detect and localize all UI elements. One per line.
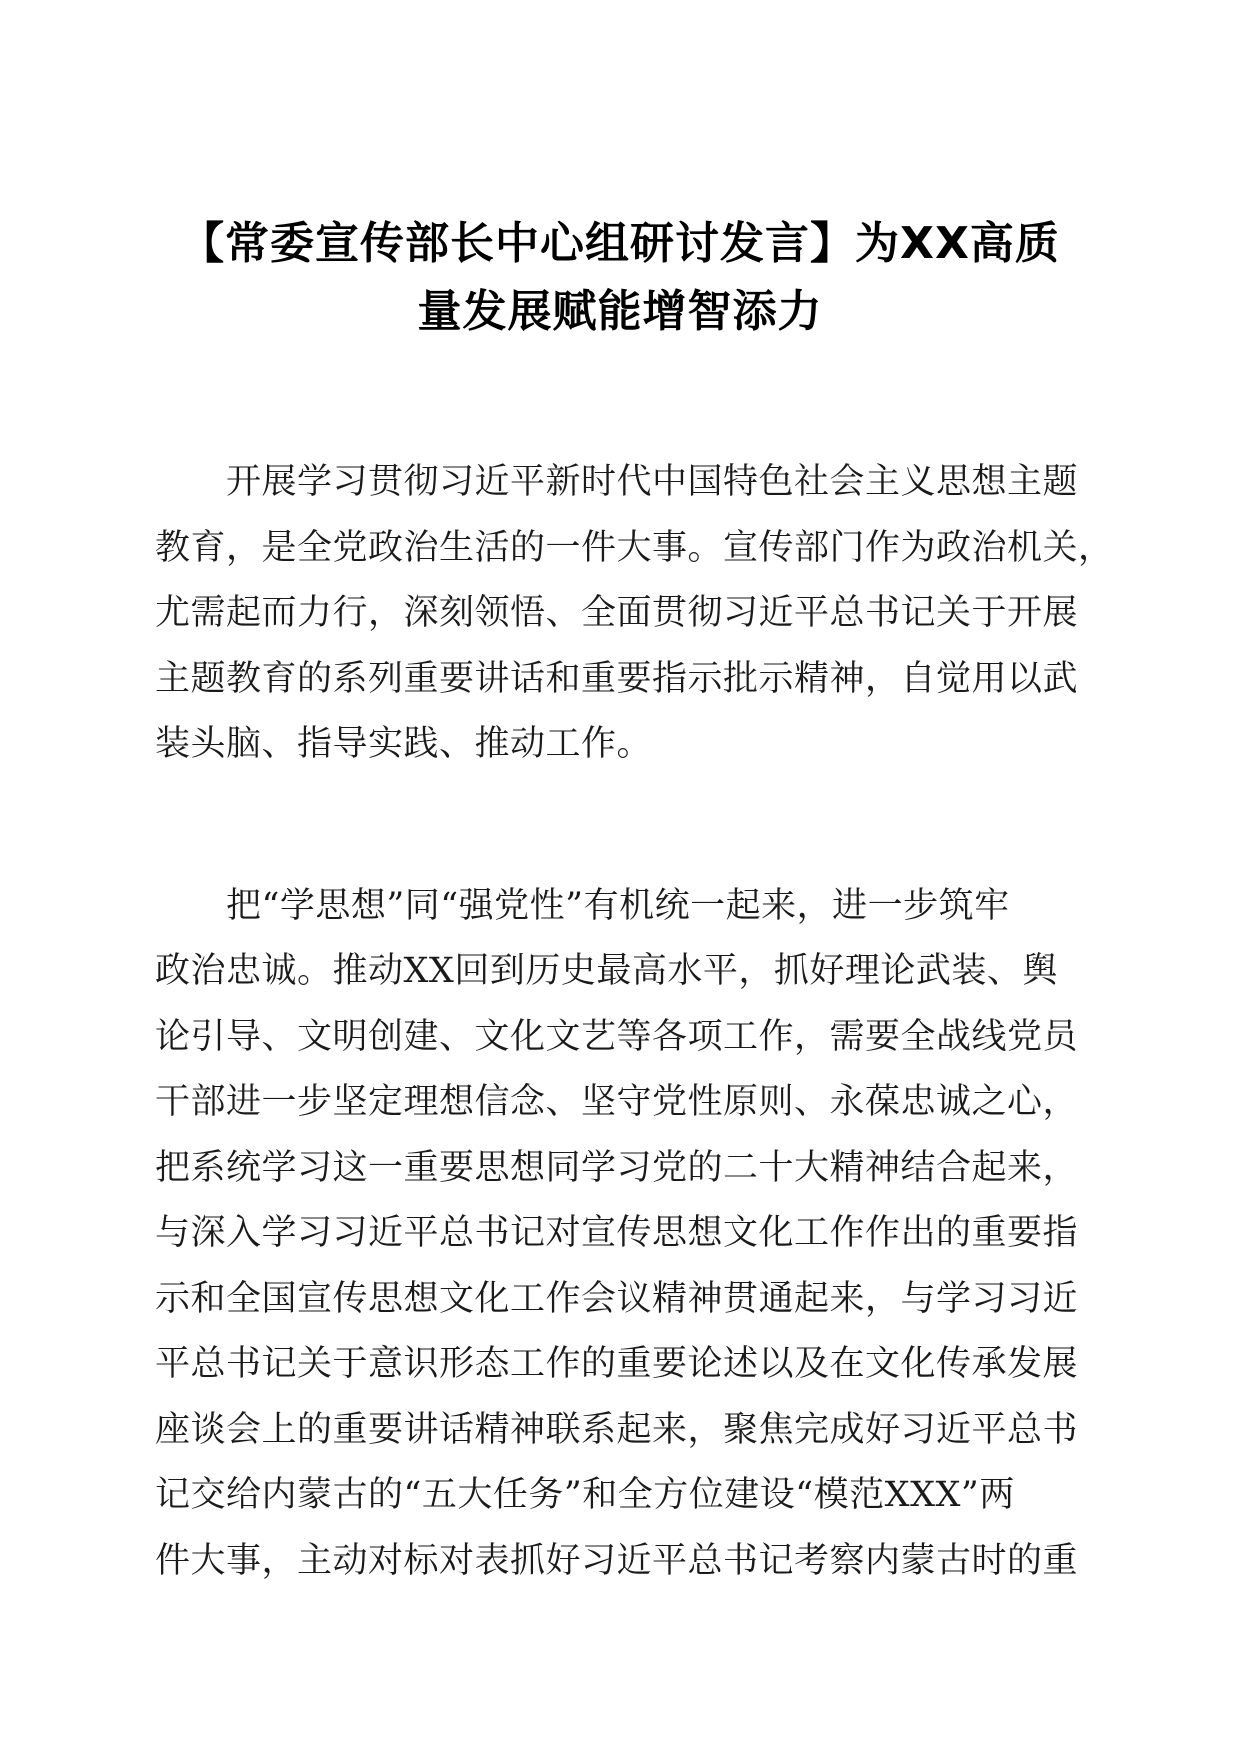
paragraph-line: 平总书记关于意识形态工作的重要论述以及在文化传承发展 (155, 1344, 1079, 1384)
paragraph-line: 把系统学习这一重要思想同学习党的二十大精神结合起来， (155, 1147, 1079, 1188)
document-title (140, 210, 1100, 346)
paragraph-line: 把“学思想”同“强党性”有机统一起来，进一步筑牢 (155, 885, 1010, 926)
paragraph-line: 干部进一步坚定理想信念、坚守党性原则、永葆忠诚之心， (155, 1082, 1079, 1122)
paragraph-line: 政治忠诚。推动XX回到历史最高水平，抓好理论武装、舆 (155, 951, 1058, 991)
paragraph-spacer (155, 778, 1085, 874)
paragraph-line: 主题教育的系列重要讲话和重要指示批示精神，自觉用以武 (155, 658, 1079, 699)
paragraph-line: 装头脑、指导实践、推动工作。 (155, 724, 653, 764)
title-line-2: 量发展赋能增智添力 (417, 286, 823, 337)
paragraph-line: 与深入学习习近平总书记对宣传思想文化工作作出的重要指 (155, 1213, 1079, 1253)
paragraph-line: 开展学习贯彻习近平新时代中国特色社会主义思想主题 (155, 462, 1079, 502)
document-body (155, 450, 1114, 1594)
paragraph-line: 尤需起而力行，深刻领悟、全面贯彻习近平总书记关于开展 (155, 593, 1079, 633)
paragraph-line: 教育，是全党政治生活的一件大事。宣传部门作为政治机关， (155, 527, 1114, 568)
paragraph-line: 记交给内蒙古的“五大任务”和全方位建设“模范XXX”两 (155, 1475, 1015, 1515)
paragraph-line: 座谈会上的重要讲话精神联系起来，聚焦完成好习近平总书 (155, 1409, 1079, 1450)
paragraph-line: 论引导、文明创建、文化文艺等各项工作，需要全战线党员 (155, 1016, 1079, 1057)
title-line-1: 【常委宣传部长中心组研讨发言】为XX高质 (180, 218, 1060, 269)
paragraph-2 (155, 874, 1085, 1595)
paragraph-line: 示和全国宣传思想文化工作会议精神贯通起来，与学习习近 (155, 1278, 1079, 1319)
paragraph-line: 件大事，主动对标对表抓好习近平总书记考察内蒙古时的重 (155, 1540, 1079, 1581)
paragraph-1 (155, 450, 1114, 778)
